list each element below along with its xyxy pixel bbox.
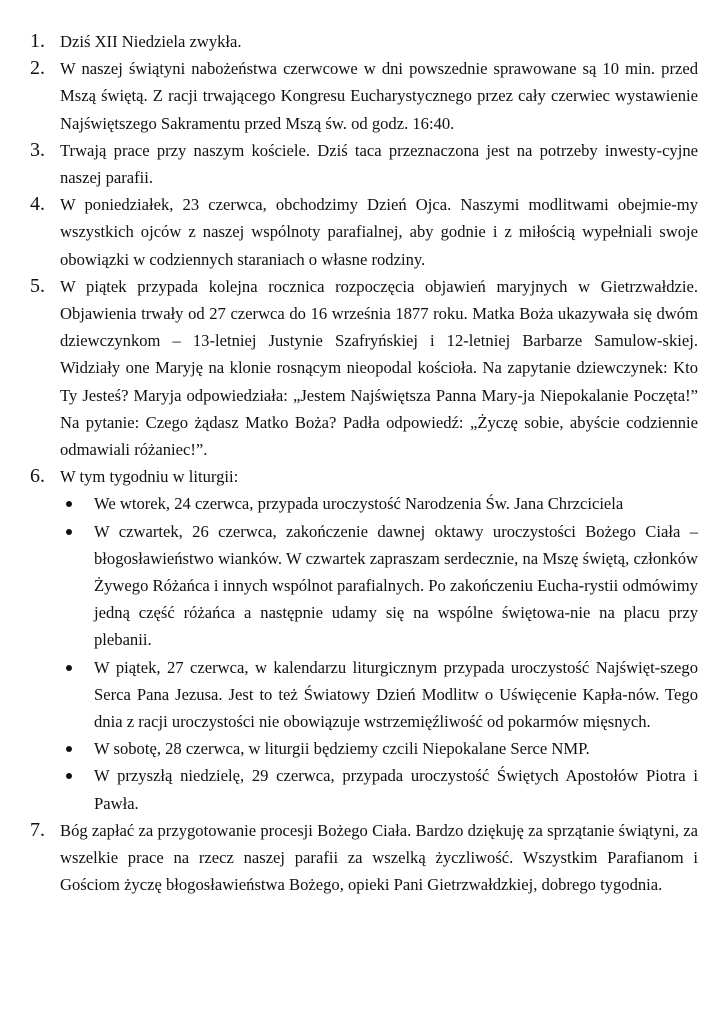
item-content [60,28,698,55]
bullet-dot-icon [60,762,94,789]
bullet-dot-icon [60,490,94,517]
item-content [60,137,698,191]
item-text: Dziś XII Niedziela zwykła. [60,32,242,51]
bullet-dot-icon [60,735,94,762]
announcement-item [30,137,698,191]
bullet-text: We wtorek, 24 czerwca, przypada uroczystość Narodzenia Św. Jana Chrzciciela [94,494,624,514]
announcement-item [30,191,698,273]
bullet-item [60,735,698,762]
item-number: 2. [30,57,45,80]
item-number: 3. [30,138,45,161]
announcement-item [30,273,698,463]
item-text: Bóg zapłać za przygotowanie procesji Bożego Ciała. Bardzo dziękuję za sprzątanie świątyni, za wszelkie prace na rzecz naszej parafii za wszelką życzliwość. Wszystkim Parafianom i Gościom życzę błogosławieństwa Bożego, opieki Pani Gietrzwałdzkiej, dobrego tygodnia. [60,820,698,895]
bullet-item [60,490,698,517]
bullet-item [60,654,698,736]
item-content [60,817,698,899]
bullet-dot-icon [60,518,94,545]
item-content [60,463,698,817]
item-content [60,55,698,137]
announcement-item [30,55,698,137]
announcement-item [30,817,698,899]
item-text: W naszej świątyni nabożeństwa czerwcowe w dni powszednie sprawowane są 10 min. przed Mszą świętą. Z racji trwającego Kongresu Eucharystycznego przez cały czerwiec wystawienie Najświętszego Sakramentu przed Mszą św. od godz. 16:40. [60,59,698,133]
bullet-text: W przyszłą niedzielę, 29 czerwca, przypada uroczystość Świętych Apostołów Piotra i Pawła. [94,766,698,813]
item-number: 7. [30,818,45,841]
item-number: 5. [30,274,45,297]
item-number: 1. [30,30,45,52]
item-number: 4. [30,193,45,216]
bullet-item [60,518,698,654]
bullet-text: W piątek, 27 czerwca, w kalendarzu liturgicznym przypada uroczystość Najświęt-szego Serca Pana Jezusa. Jest to też Światowy Dzień Modlitw o Uświęcenie Kapła-nów. Tego dnia z racji uroczystości nie obowiązuje wstrzemięźliwość od pokarmów mięsnych. [94,657,698,732]
item-content [60,273,698,463]
announcement-item [30,463,698,817]
announcement-item [30,28,698,55]
item-text: W tym tygodniu w liturgii: [60,467,239,487]
item-number: 6. [30,465,45,488]
announcement-list [30,28,698,899]
item-content [60,191,698,273]
item-text: W piątek przypada kolejna rocznica rozpoczęcia objawień maryjnych w Gietrzwałdzie. Objawienia trwały od 27 czerwca do 16 września 1877 roku. Matka Boża ukazywała się dwóm dziewczynkom – 13-letniej Justynie Szafryńskiej i 12-letniej Barbarze Samulow-skiej. Widziały one Maryję na klonie rosnącym nieopodal kościoła. Na zapytanie dziewczynek: Kto Ty Jesteś? Maryja odpowiedziała: „Jestem Najświętsza Panna Mary-ja Niepokalanie Poczęta!” Na pytanie: Czego żądasz Matko Boża? Padła odpowiedź: „Życzę sobie, abyście codziennie odmawiali różaniec!”. [60,276,698,460]
item-text: W poniedziałek, 23 czerwca, obchodzimy Dzień Ojca. Naszymi modlitwami obejmie-my wszystkich ojców z naszej wspólnoty parafialnej, aby godnie i z miłością wypełniali swoje obowiązki w codziennych staraniach o własne rodziny. [60,195,698,269]
liturgy-bullet-list [60,490,698,816]
bullet-text: W sobotę, 28 czerwca, w liturgii będziemy czcili Niepokalane Serce NMP. [94,739,590,759]
bullet-item [60,762,698,816]
bullet-text: W czwartek, 26 czerwca, zakończenie dawnej oktawy uroczystości Bożego Ciała – błogosławieństwo wianków. W czwartek zapraszam serdecznie, na Mszę świętą, członków Żywego Różańca i innych wspólnot parafialnych. Po zakończeniu Eucha-rystii odmówimy jedną część różańca a następnie udamy się na wspólne świętowa-nie na placu przy plebanii. [94,521,698,650]
item-text: Trwają prace przy naszym kościele. Dziś taca przeznaczona jest na potrzeby inwesty-cyjne naszej parafii. [60,140,698,188]
bullet-dot-icon [60,654,94,681]
